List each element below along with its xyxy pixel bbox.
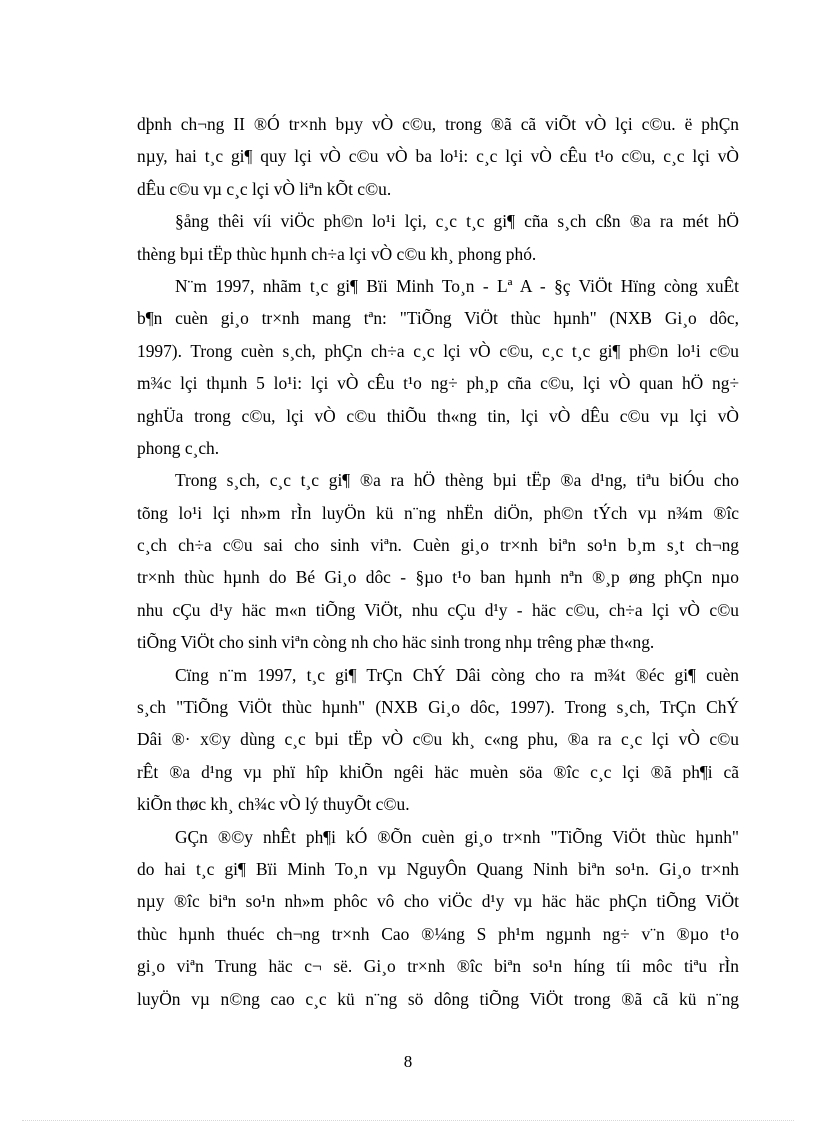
text-line: do hai t¸c gi¶ Bïi Minh To¸n vµ NguyÔn Quang Ninh biªn so¹n. Gi¸o tr×nh bbox=[137, 858, 739, 879]
text-line: 1997). Trong cuèn s¸ch, phÇn ch÷a c¸c lçi vÒ c©u, c¸c t¸c gi¶ ph©n lo¹i c©u bbox=[137, 340, 739, 361]
text-line: thùc hµnh thuéc ch¬ng tr×nh Cao ®¼ng S ph¹m ngµnh ng÷ v¨n ®µo t¹o bbox=[137, 923, 739, 944]
paragraph bbox=[137, 270, 739, 464]
page-number: 8 bbox=[403, 1052, 413, 1071]
text-line: nhu cÇu d¹y häc m«n tiÕng ViÖt, nhu cÇu d¹y - häc c©u, ch÷a lçi vÒ c©u bbox=[137, 599, 739, 620]
text-line: N¨m 1997, nhãm t¸c gi¶ Bïi Minh To¸n - Lª A - §ç ViÖt Hïng còng xuÊt bbox=[175, 275, 739, 296]
text-line: m¾c lçi thµnh 5 lo¹i: lçi vÒ cÊu t¹o ng÷ ph¸p cña c©u, lçi vÒ quan hÖ ng÷ bbox=[137, 373, 739, 394]
text-line: c¸ch ch÷a c©u sai cho sinh viªn. Cuèn gi¸o tr×nh biªn so¹n b¸m s¸t ch¬ng bbox=[137, 535, 739, 556]
text-line: rÊt ®a d¹ng vµ phï hîp khiÕn ngêi häc muèn söa ®îc c¸c lçi ®ã ph¶i cã bbox=[137, 761, 739, 782]
paragraph bbox=[137, 205, 739, 270]
text-line: b¶n cuèn gi¸o tr×nh mang tªn: "TiÕng ViÖt thùc hµnh" (NXB Gi¸o dôc, bbox=[137, 308, 739, 329]
text-line: nµy ®îc biªn so¹n nh»m phôc vô cho viÖc d¹y vµ häc häc phÇn tiÕng ViÖt bbox=[137, 891, 739, 912]
text-line: s¸ch "TiÕng ViÖt thùc hµnh" (NXB Gi¸o dôc, 1997). Trong s¸ch, TrÇn ChÝ bbox=[137, 697, 739, 718]
text-line: dþnh ch¬ng II ®Ó tr×nh bµy vÒ c©u, trong ®ã cã viÕt vÒ lçi c©u. ë phÇn bbox=[137, 114, 739, 134]
text-line: Dâi ®· x©y dùng c¸c bµi tËp vÒ c©u kh¸ c«ng phu, ®a ra c¸c lçi vÒ c©u bbox=[137, 729, 739, 750]
text-line: nghÜa trong c©u, lçi vÒ c©u thiÕu th«ng tin, lçi vÒ dÊu c©u vµ lçi vÒ bbox=[137, 405, 739, 426]
text-line: dÊu c©u vµ c¸c lçi vÒ liªn kÕt c©u. bbox=[137, 178, 392, 199]
paragraph bbox=[137, 464, 739, 658]
text-line: tõng lo¹i lçi nh»m rÌn luyÖn kü n¨ng nhËn diÖn, ph©n tÝch vµ n¾m ®îc bbox=[137, 502, 739, 523]
text-line: tr×nh thùc hµnh do Bé Gi¸o dôc - §µo t¹o ban hµnh nªn ®¸p øng phÇn nµo bbox=[137, 567, 739, 588]
text-line: §ång thêi víi viÖc ph©n lo¹i lçi, c¸c t¸c gi¶ cña s¸ch cßn ®a ra mét hÖ bbox=[175, 211, 739, 232]
text-line: tiÕng ViÖt cho sinh viªn còng nh cho häc sinh trong nhµ trêng phæ th«ng. bbox=[137, 632, 655, 653]
text-line: Trong s¸ch, c¸c t¸c gi¶ ®a ra hÖ thèng bµi tËp ®a d¹ng, tiªu biÓu cho bbox=[175, 470, 739, 491]
text-line: kiÕn thøc kh¸ ch¾c vÒ lý thuyÕt c©u. bbox=[137, 794, 410, 815]
text-line: phong c¸ch. bbox=[137, 437, 220, 458]
text-line: nµy, hai t¸c gi¶ quy lçi vÒ c©u vÒ ba lo¹i: c¸c lçi vÒ cÊu t¹o c©u, c¸c lçi vÒ bbox=[137, 146, 739, 167]
body-text bbox=[137, 108, 739, 1015]
text-line: Cïng n¨m 1997, t¸c gi¶ TrÇn ChÝ Dâi còng cho ra m¾t ®éc gi¶ cuèn bbox=[175, 664, 739, 685]
text-line: GÇn ®©y nhÊt ph¶i kÓ ®Õn cuèn gi¸o tr×nh "TiÕng ViÖt thùc hµnh" bbox=[175, 826, 739, 847]
text-line: thèng bµi tËp thùc hµnh ch÷a lçi vÒ c©u kh¸ phong phó. bbox=[137, 243, 537, 264]
text-line: gi¸o viªn Trung häc c¬ së. Gi¸o tr×nh ®îc biªn so¹n híng tíi môc tiªu rÌn bbox=[137, 956, 739, 977]
paragraph bbox=[137, 821, 739, 1015]
paragraph bbox=[137, 659, 739, 821]
text-line: luyÖn vµ n©ng cao c¸c kü n¨ng sö dông tiÕng ViÖt trong ®ã cã kü n¨ng bbox=[137, 988, 739, 1009]
footer-divider bbox=[22, 1120, 794, 1121]
paragraph bbox=[137, 108, 739, 205]
